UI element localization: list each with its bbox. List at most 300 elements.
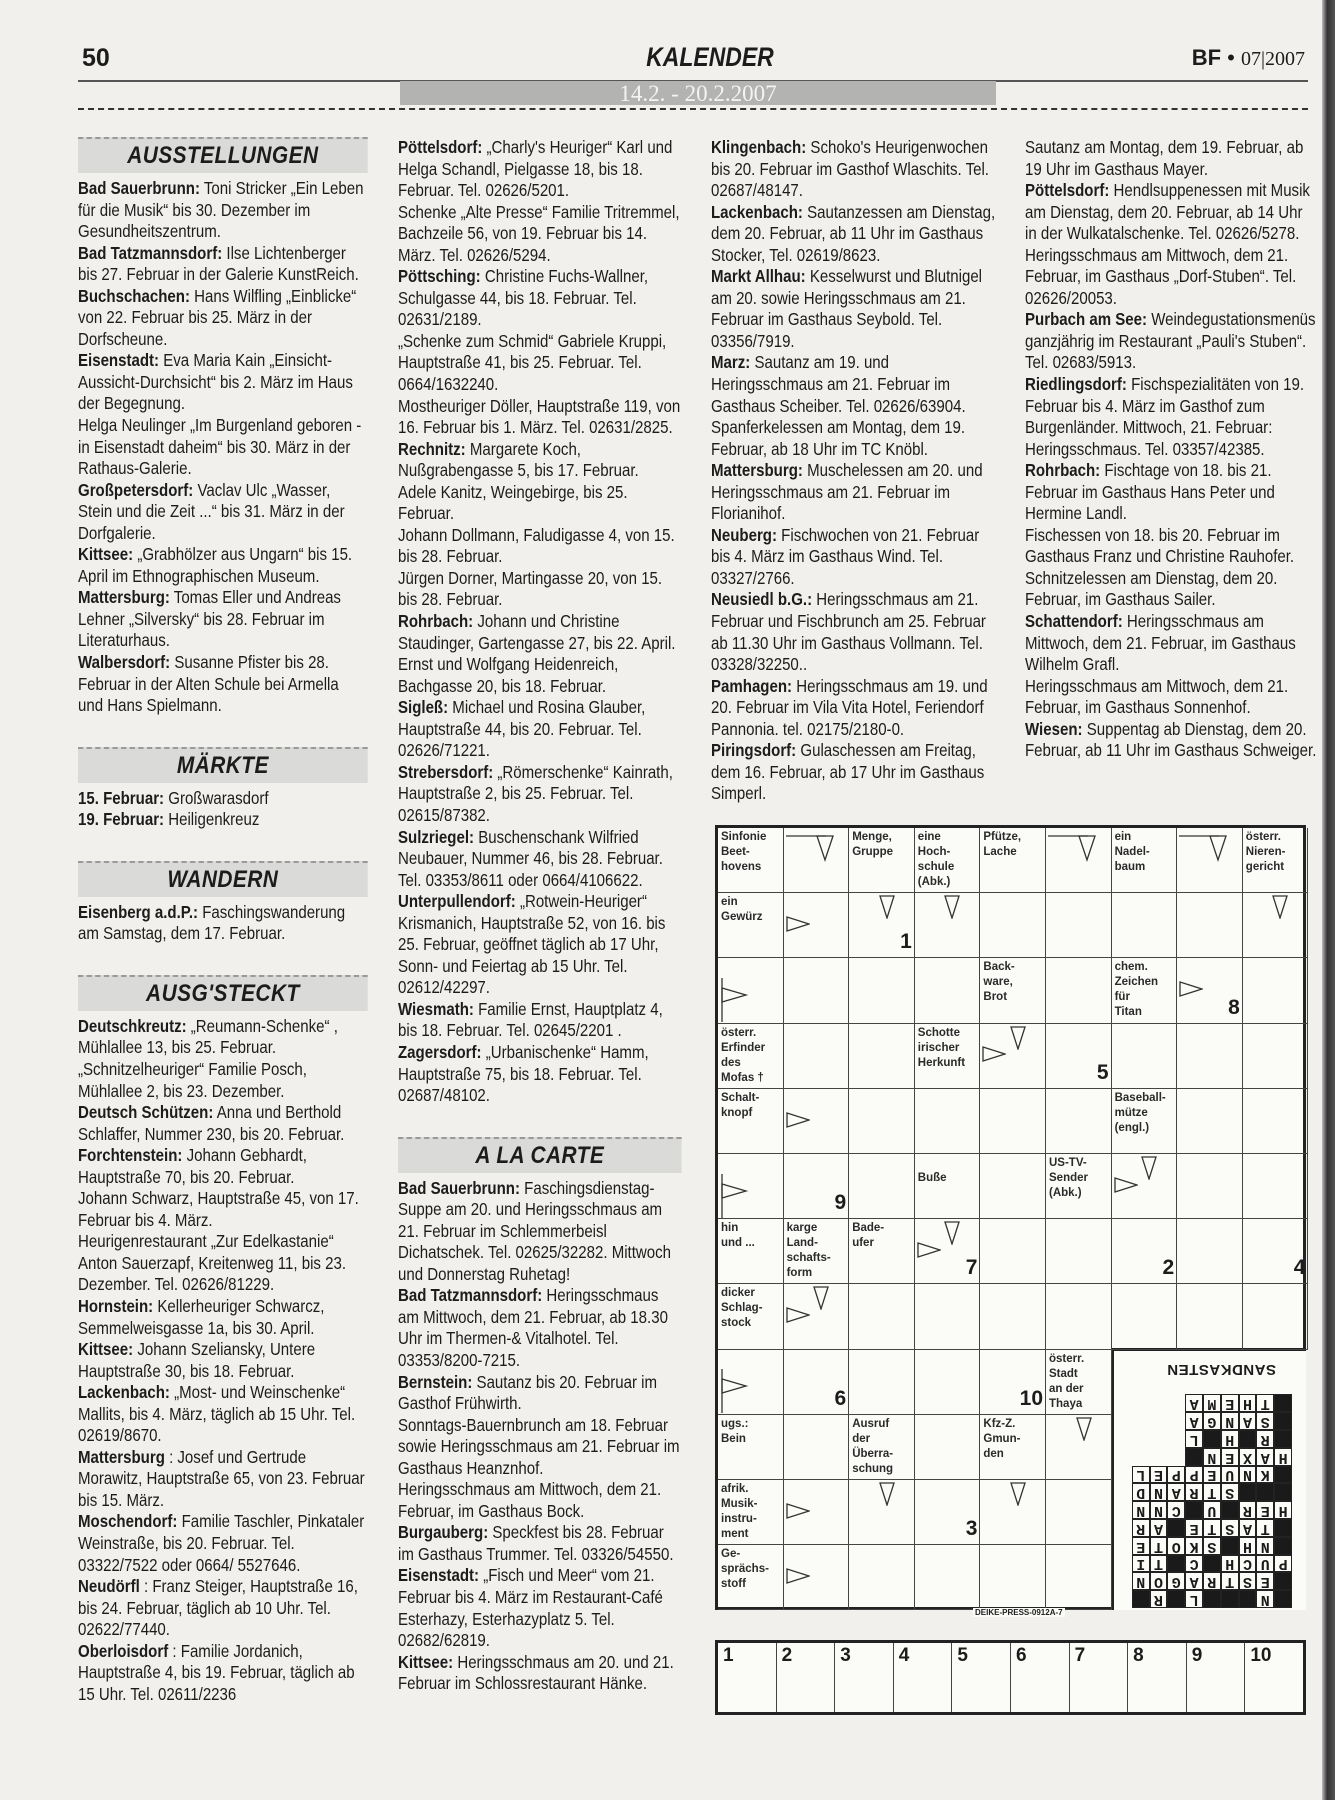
crossword-cell[interactable] bbox=[849, 1089, 915, 1154]
sandkasten-row: #THEMA bbox=[1127, 1395, 1288, 1413]
down-arrow-icon bbox=[1010, 1482, 1026, 1511]
listing-text: Johann Dollmann, Faludigasse 4, von 15. bis 28. Februar. bbox=[398, 524, 675, 567]
listing-text: Heiligenkreuz bbox=[168, 809, 260, 830]
listing-text: Johann und Christine Staudinger, Gartengasse 27, bis 22. April. bbox=[398, 611, 676, 653]
crossword-cell[interactable] bbox=[1112, 893, 1178, 958]
listing-entry bbox=[711, 137, 1001, 202]
crossword-cell[interactable] bbox=[1243, 1284, 1309, 1349]
listing-entry bbox=[78, 1296, 368, 1339]
listing-text: Jürgen Dorner, Martingasse 20, von 15. bis 28. Februar. bbox=[398, 567, 663, 610]
listing-text: „Schnitzelheuriger“ Familie Posch, Mühlallee 2, bis 23. Dezember. bbox=[78, 1058, 307, 1101]
listing-place: Pöttsching: bbox=[398, 266, 481, 287]
listing-text: Familie Taschler, Pinkataler Weinstraße, bis 20. Februar. Tel. 03322/7522 oder 0664/ 5527646. bbox=[78, 1511, 365, 1575]
listing-entry bbox=[711, 202, 1001, 267]
listing-text: „Urbanischenke“ Hamm, Hauptstraße 75, bis 18. Februar. Tel. 02687/48102. bbox=[398, 1041, 649, 1106]
solution-number: 10 bbox=[1019, 1386, 1043, 1410]
listing-entry bbox=[78, 1231, 368, 1296]
listing-text: Ernst und Wolfgang Heidenreich, Bachgasse 20, bis 18. Februar. bbox=[398, 654, 619, 696]
listing-place: Pöttelsdorf: bbox=[1025, 180, 1110, 201]
listing-entry bbox=[78, 809, 368, 831]
column-1 bbox=[78, 137, 368, 1705]
crossword-cell[interactable] bbox=[1046, 1480, 1112, 1545]
down-arrow-icon bbox=[944, 895, 960, 924]
crossword-clue: ein Gewürz bbox=[718, 893, 784, 958]
listing-text: Sautanzessen am Dienstag, dem 20. Februar, ab 11 Uhr im Gasthaus Stocker, Tel. 02619/8623. bbox=[711, 201, 996, 265]
crossword-clue: Pfütze, Lache bbox=[980, 828, 1046, 893]
listing-entry bbox=[398, 266, 682, 331]
listing-entry bbox=[78, 1102, 368, 1145]
right-arrow-icon bbox=[917, 1242, 941, 1263]
crossword-cell[interactable] bbox=[784, 1024, 850, 1089]
crossword-clue: österr. Stadt an der Thaya bbox=[1046, 1350, 1112, 1415]
listing-text: Speckfest bis 28. Februar im Gasthaus Trummer. Tel. 03326/54550. bbox=[398, 1522, 674, 1564]
crossword-cell[interactable] bbox=[915, 1415, 981, 1480]
listing-entry bbox=[398, 482, 682, 525]
solution-cell[interactable]: 10 bbox=[1250, 1645, 1272, 1666]
listing-entry bbox=[398, 396, 682, 439]
section-heading: MÄRKTE bbox=[78, 747, 368, 783]
listing-text: Fischwochen von 21. Februar bis 4. März im Gasthaus Wind. Tel. 03327/2766. bbox=[711, 524, 980, 588]
crossword-cell[interactable] bbox=[1046, 1219, 1112, 1284]
section-spacer bbox=[78, 945, 368, 975]
listing-place: Purbach am See: bbox=[1025, 309, 1148, 330]
crossword-cell[interactable] bbox=[980, 1154, 1046, 1219]
down-arrow-icon bbox=[879, 1482, 895, 1511]
crossword-cell[interactable] bbox=[1046, 1089, 1112, 1154]
listing-entry bbox=[398, 697, 682, 762]
crossword-clue: dicker Schlag- stock bbox=[718, 1284, 784, 1349]
solution-number: 9 bbox=[834, 1191, 847, 1215]
crossword-cell[interactable] bbox=[1046, 958, 1112, 1023]
crossword-cell[interactable] bbox=[849, 1284, 915, 1349]
listing-place: Bad Sauerbrunn: bbox=[78, 178, 200, 198]
listing-text: Margarete Koch, Nußgrabengasse 5, bis 17. Februar. bbox=[398, 438, 639, 481]
listing-text: Helga Neulinger „Im Burgenland geboren - in Eisenstadt daheim“ bis 30. März in der Rathaus-Galerie. bbox=[78, 415, 362, 479]
listing-entry bbox=[78, 544, 368, 587]
crossword-clue: Buße bbox=[915, 1154, 981, 1219]
listing-place: Bad Tatzmannsdorf: bbox=[398, 1285, 543, 1306]
crossword-cell[interactable] bbox=[1243, 1024, 1309, 1089]
listing-place: Mattersburg bbox=[78, 1446, 165, 1467]
listing-place: Markt Allhau: bbox=[711, 266, 806, 287]
flag-arrow-icon bbox=[720, 1174, 750, 1223]
crossword-cell[interactable] bbox=[1243, 958, 1309, 1023]
sandkasten-row: HER#U#CNN bbox=[1127, 1502, 1288, 1519]
sandkasten-row: #R#H#L bbox=[1127, 1430, 1288, 1448]
listing-entry bbox=[711, 676, 1001, 741]
crossword-cell[interactable] bbox=[915, 1545, 981, 1610]
crossword-cell[interactable] bbox=[849, 958, 915, 1023]
sandkasten-title: SANDKASTEN bbox=[1166, 1361, 1276, 1378]
listing-place: Buchschachen: bbox=[78, 285, 190, 306]
solution-cell[interactable]: 6 bbox=[1011, 1643, 1070, 1712]
listing-entry bbox=[78, 1059, 368, 1102]
listing-entry bbox=[398, 1522, 682, 1565]
crossword-cell[interactable] bbox=[1046, 1284, 1112, 1349]
crossword-clue: afrik. Musik- instru- ment bbox=[718, 1480, 784, 1545]
listing-place: Pamhagen: bbox=[711, 675, 793, 696]
crossword-cell[interactable] bbox=[1177, 1024, 1243, 1089]
crossword-cell[interactable] bbox=[849, 1154, 915, 1219]
section-heading: AUSG'STECKT bbox=[78, 975, 368, 1011]
right-arrow-icon bbox=[786, 1307, 810, 1328]
solution-cell[interactable]: 8 bbox=[1128, 1643, 1187, 1712]
listing-entry bbox=[398, 1565, 682, 1651]
listing-text: Heringsschmaus am 20. und 21. Februar im Schlossrestaurant Hänke. bbox=[398, 1651, 674, 1694]
listing-place: Mattersburg: bbox=[711, 460, 803, 481]
listing-text: Familie Ernst, Hauptplatz 4, bis 18. Februar. Tel. 02645/2201 . bbox=[398, 998, 663, 1041]
listing-entry bbox=[78, 1576, 368, 1641]
crossword-clue: Sinfonie Beet- hovens bbox=[718, 828, 784, 893]
solution-number: 8 bbox=[1228, 995, 1240, 1019]
listing-place: Großpetersdorf: bbox=[78, 479, 194, 500]
sandkasten-row: ###STRAND bbox=[1127, 1484, 1288, 1502]
listing-text: Johann Gebhardt, Hauptstraße 70, bis 20. Februar. bbox=[78, 1145, 307, 1187]
solution-number: 3 bbox=[965, 1517, 978, 1541]
listing-place: Mattersburg: bbox=[78, 587, 170, 608]
down-arrow-icon bbox=[1010, 1026, 1026, 1055]
crossword-clue: hin und ... bbox=[718, 1219, 784, 1284]
listing-entry bbox=[78, 1145, 368, 1188]
listing-entry bbox=[398, 1415, 682, 1480]
listing-text: „Römerschenke“ Kainrath, Hauptstraße 2, bis 25. Februar. Tel. 02615/87382. bbox=[398, 761, 673, 825]
listing-entry bbox=[78, 1188, 368, 1231]
corner-down-arrow-icon bbox=[1048, 834, 1108, 869]
listing-text: Heringsschmaus am 19. und 20. Februar im Vila Vita Hotel, Feriendorf Pannonia. tel. 02175/2180-0. bbox=[711, 675, 988, 739]
listing-text: Kesselwurst und Blutnigel am 20. sowie Heringsschmaus am 21. Februar im Gasthaus Seybold. Tel. 03356/7919. bbox=[711, 266, 983, 351]
crossword-cell[interactable] bbox=[1177, 1154, 1243, 1219]
listing-entry bbox=[398, 439, 682, 482]
listing-text: Sautanz am 19. und Heringsschmaus am 21. Februar im Gasthaus Scheiber. Tel. 02626/63904. bbox=[711, 352, 966, 416]
solution-cell[interactable]: 7 bbox=[1070, 1643, 1129, 1712]
crossword-cell[interactable] bbox=[980, 893, 1046, 958]
listing-text: Schnitzelessen am Dienstag, dem 20. Februar, im Gasthaus Sailer. bbox=[1025, 567, 1278, 610]
crossword-clue: US-TV- Sender (Abk.) bbox=[1046, 1154, 1112, 1219]
down-arrow-icon bbox=[813, 1286, 829, 1315]
listing-entry bbox=[711, 589, 1001, 675]
listing-place: Forchtenstein: bbox=[78, 1145, 183, 1166]
crossword-clue: Schalt- knopf bbox=[718, 1089, 784, 1154]
listing-place: Neusiedl b.G.: bbox=[711, 589, 813, 610]
listing-entry bbox=[398, 1652, 682, 1695]
listing-text: „Rotwein-Heuriger“ Krismanich, Hauptstraße 52, von 16. bis 25. Februar, geöffnet täglich ab 17 Uhr, Sonn- und Feiertag ab 15 Uhr. Tel. 02612/42297. bbox=[398, 891, 666, 998]
issue-divider: | bbox=[1260, 48, 1265, 70]
flag-arrow-icon bbox=[720, 978, 750, 1027]
crossword-cell[interactable] bbox=[915, 1284, 981, 1349]
listing-place: Walbersdorf: bbox=[78, 652, 171, 673]
listing-entry bbox=[1025, 719, 1316, 762]
column-2 bbox=[398, 137, 682, 1695]
sandkasten-row: HAXEN# bbox=[1127, 1448, 1288, 1466]
listing-text: „Reumann-Schenke“ , Mühlallee 13, bis 25. Februar. bbox=[78, 1015, 338, 1058]
down-arrow-icon bbox=[879, 895, 895, 924]
right-arrow-icon bbox=[786, 1568, 810, 1589]
listing-entry bbox=[398, 331, 682, 396]
listing-entry bbox=[398, 999, 682, 1042]
listing-text: Fischtage von 18. bis 21. Februar im Gasthaus Hans Peter und Hermine Landl. bbox=[1025, 460, 1275, 524]
listing-text: Faschingsdienstag-Suppe am 20. und Heringsschmaus am 21. Februar im Schlemmerbeisl Dichatschek. Tel. 02625/32282. Mittwoch und Donnerstag Ruhetag! bbox=[398, 1177, 672, 1284]
solution-cell[interactable]: 1 bbox=[718, 1643, 777, 1712]
listing-place: Pöttelsdorf: bbox=[398, 137, 483, 157]
issue-year: 2007 bbox=[1265, 48, 1305, 70]
listing-place: Kittsee: bbox=[398, 1651, 454, 1672]
listing-entry bbox=[1025, 676, 1316, 719]
section-spacer bbox=[398, 1107, 682, 1137]
listing-entry bbox=[78, 788, 368, 810]
solution-number: 7 bbox=[965, 1256, 978, 1280]
listing-place: Riedlingsdorf: bbox=[1025, 374, 1127, 395]
crossword-cell[interactable] bbox=[980, 1284, 1046, 1349]
crossword-cell[interactable] bbox=[1112, 1284, 1178, 1349]
section-spacer bbox=[78, 831, 368, 861]
listing-entry bbox=[78, 1339, 368, 1382]
listing-place: Unterpullendorf: bbox=[398, 891, 516, 912]
down-arrow-icon bbox=[1076, 1417, 1092, 1446]
listing-entry bbox=[711, 525, 1001, 590]
listing-text: Christine Fuchs-Wallner, Schulgasse 44, bis 18. Februar. Tel. 02631/2189. bbox=[398, 266, 649, 330]
listing-place: 15. Februar: bbox=[78, 787, 165, 808]
crossword-clue: Menge, Gruppe bbox=[849, 828, 915, 893]
sandkasten-row: #NH#SKOTE bbox=[1127, 1537, 1288, 1555]
crossword-clue: Baseball- mütze (engl.) bbox=[1112, 1089, 1178, 1154]
column-4 bbox=[1025, 137, 1316, 762]
listing-entry bbox=[711, 740, 1001, 805]
listing-place: Wiesen: bbox=[1025, 718, 1083, 739]
listing-text: Faschingswanderung am Samstag, dem 17. Februar. bbox=[78, 901, 346, 944]
listing-entry bbox=[1025, 309, 1316, 374]
listing-entry bbox=[398, 137, 682, 202]
right-arrow-icon bbox=[1179, 981, 1203, 1002]
listing-text: „Charly's Heuriger“ Karl und Helga Schandl, Pielgasse 18, bis 18. Februar. Tel. 02626/5201. bbox=[398, 137, 673, 201]
crossword-cell[interactable] bbox=[1112, 1024, 1178, 1089]
listing-text: Heringsschmaus am Mittwoch, dem 21. Februar, ab 18.30 Uhr im Thermen-& Vitalhotel. Tel. 03353/8200-7215. bbox=[398, 1285, 668, 1370]
down-arrow-icon bbox=[1141, 1156, 1157, 1185]
bullet: • bbox=[1227, 45, 1235, 70]
listing-entry bbox=[398, 1178, 682, 1286]
listing-entry bbox=[78, 178, 368, 243]
listing-text: „Most- und Weinschenke“ Mallits, bis 4. März, täglich ab 15 Uhr. Tel. 02619/8670. bbox=[78, 1382, 356, 1446]
crossword-cell[interactable] bbox=[980, 1219, 1046, 1284]
crossword-cell[interactable] bbox=[1177, 1284, 1243, 1349]
listing-entry bbox=[398, 891, 682, 999]
listing-place: Eisenstadt: bbox=[398, 1565, 480, 1586]
listing-text: Michael und Rosina Glauber, Hauptstraße 44, bis 20. Februar. Tel. 02626/71221. bbox=[398, 697, 646, 761]
listing-entry bbox=[78, 1447, 368, 1512]
listing-place: Klingenbach: bbox=[711, 137, 807, 157]
sandkasten-row: #ESTRAGON bbox=[1127, 1573, 1288, 1591]
down-arrow-icon bbox=[944, 1221, 960, 1250]
crossword-cell[interactable] bbox=[1243, 1154, 1309, 1219]
solution-cell[interactable]: 3 bbox=[835, 1643, 894, 1712]
crossword-cell[interactable] bbox=[784, 1415, 850, 1480]
listing-place: Marz: bbox=[711, 352, 751, 373]
crossword-credit: DEIKE-PRESS-0912A-7 bbox=[975, 1608, 1063, 1617]
solution-number: 5 bbox=[1096, 1060, 1109, 1084]
listing-entry bbox=[398, 762, 682, 827]
section-title: KALENDER bbox=[646, 42, 774, 72]
listing-text: Heurigenrestaurant „Zur Edelkastanie“ Anton Sauerzapf, Kreitenweg 11, bis 23. Dezember. Tel. 02626/81229. bbox=[78, 1231, 347, 1295]
listing-entry bbox=[1025, 568, 1316, 611]
listing-text: Heringsschmaus am 21. Februar und Fischbrunch am 25. Februar ab 11.30 Uhr im Gasthaus Vollmann. Tel. 03328/32250.. bbox=[711, 589, 986, 675]
crossword-cell[interactable] bbox=[980, 1089, 1046, 1154]
listing-text: Fischspezialitäten von 19. Februar bis 4. März im Gasthof zum Burgenländer. Mittwoch, 21. Februar: Heringsschmaus. Tel. 03357/42385. bbox=[1025, 374, 1305, 459]
listing-place: 19. Februar: bbox=[78, 809, 165, 830]
listing-place: Deutsch Schützen: bbox=[78, 1102, 214, 1123]
solution-cell[interactable]: 9 bbox=[1187, 1643, 1246, 1712]
listing-place: Oberloisdorf bbox=[78, 1640, 169, 1661]
listing-text: Schoko's Heurigenwochen bis 20. Februar im Gasthof Wlaschits. Tel. 02687/48147. bbox=[711, 137, 989, 201]
listing-entry bbox=[78, 350, 368, 415]
listing-entry bbox=[398, 827, 682, 892]
listing-text: Vaclav Ulc „Wasser, Stein und die Zeit ...“ bis 31. März in der Dorfgalerie. bbox=[78, 479, 345, 543]
section-heading: WANDERN bbox=[78, 861, 368, 897]
listing-entry bbox=[398, 1372, 682, 1415]
listing-entry bbox=[78, 1641, 368, 1706]
listing-place: Zagersdorf: bbox=[398, 1041, 482, 1062]
listing-text: Muschelessen am 20. und Heringsschmaus am 21. Februar im Florianihof. bbox=[711, 460, 983, 524]
listing-text: Gulaschessen am Freitag, dem 16. Februar, ab 17 Uhr im Gasthaus Simperl. bbox=[711, 740, 985, 804]
listing-entry bbox=[1025, 525, 1316, 568]
solution-number: 1 bbox=[900, 930, 912, 954]
crossword-cell[interactable] bbox=[915, 1350, 981, 1415]
listing-entry bbox=[398, 568, 682, 611]
listing-place: Deutschkreutz: bbox=[78, 1015, 187, 1036]
issue-number: 07 bbox=[1240, 48, 1261, 70]
listing-place: Hornstein: bbox=[78, 1295, 154, 1316]
listing-place: Wiesmath: bbox=[398, 998, 474, 1019]
listing-text: Fischessen von 18. bis 20. Februar im Gasthaus Franz und Christine Rauhofer. bbox=[1025, 524, 1295, 567]
sandkasten-row: #SANGA bbox=[1127, 1413, 1288, 1430]
sandkasten-solution-box bbox=[1111, 1348, 1306, 1610]
corner-down-arrow-icon bbox=[786, 834, 846, 869]
flag-arrow-icon bbox=[720, 1369, 750, 1418]
listing-entry bbox=[78, 1511, 368, 1576]
listing-text: Heringsschmaus am Mittwoch, dem 21. Februar, im Gasthaus Bock. bbox=[398, 1479, 662, 1521]
solution-cell[interactable]: 5 bbox=[952, 1643, 1011, 1712]
corner-down-arrow-icon bbox=[1179, 834, 1239, 869]
listing-text: Sonntags-Bauernbrunch am 18. Februar sowie Heringsschmaus am 21. Februar im Gasthaus Heanznhof. bbox=[398, 1414, 680, 1478]
listing-place: Kittsee: bbox=[78, 544, 134, 565]
listing-text: Heringsschmaus am Mittwoch, dem 21. Februar, im Gasthaus Wilhelm Grafl. bbox=[1025, 611, 1296, 675]
crossword-cell[interactable] bbox=[1177, 1219, 1243, 1284]
listing-entry bbox=[78, 480, 368, 545]
listing-place: Piringsdorf: bbox=[711, 740, 797, 761]
listing-text: Hans Wilfling „Einblicke“ von 22. Februar bis 25. März in der Dorfscheune. bbox=[78, 285, 357, 349]
listing-place: Sigleß: bbox=[398, 697, 449, 718]
page-binding-edge bbox=[1322, 0, 1335, 1800]
crossword-clue: ein Nadel- baum bbox=[1112, 828, 1178, 893]
solution-cell[interactable]: 2 bbox=[777, 1643, 836, 1712]
crossword-cell[interactable] bbox=[1177, 893, 1243, 958]
listing-text: Toni Stricker „Ein Leben für die Musik“ bis 30. Dezember im Gesundheitszentrum. bbox=[78, 178, 364, 242]
listing-place: Rechnitz: bbox=[398, 438, 466, 459]
listing-place: Schattendorf: bbox=[1025, 611, 1123, 632]
listing-entry bbox=[398, 1285, 682, 1371]
crossword-cell[interactable] bbox=[1046, 1545, 1112, 1610]
listing-entry bbox=[1025, 245, 1316, 310]
listing-entry bbox=[711, 352, 1001, 417]
listing-entry bbox=[1025, 374, 1316, 460]
crossword-cell[interactable] bbox=[849, 1545, 915, 1610]
header-dashed-rule bbox=[78, 108, 1308, 110]
listing-entry bbox=[1025, 611, 1316, 676]
listing-text: : Familie Jordanich, Hauptstraße 4, bis 19. Februar, täglich ab 15 Uhr. Tel. 02611/2236 bbox=[78, 1640, 355, 1704]
crossword-cell[interactable] bbox=[849, 1024, 915, 1089]
listing-place: Neuberg: bbox=[711, 524, 777, 545]
listing-text: Susanne Pfister bis 28. Februar in der Alten Schule bei Armella und Hans Spielmann. bbox=[78, 652, 339, 716]
listing-place: Rohrbach: bbox=[1025, 460, 1101, 481]
listing-entry bbox=[78, 243, 368, 286]
listing-entry bbox=[78, 587, 368, 652]
down-arrow-icon bbox=[1272, 895, 1288, 924]
listing-text: Hendlsuppenessen mit Musik am Dienstag, dem 20. Februar, ab 14 Uhr in der Wulkatalschenke. Tel. 02626/5278. bbox=[1025, 180, 1310, 244]
listing-text: Weindegustationsmenüs ganzjährig im Restaurant „Pauli's Stuben“. Tel. 02683/5913. bbox=[1025, 309, 1316, 373]
sandkasten-row: PUCH#C#TI bbox=[1127, 1555, 1288, 1573]
solution-number: 2 bbox=[1162, 1256, 1175, 1280]
crossword-clue: chem. Zeichen für Titan bbox=[1112, 958, 1178, 1023]
listing-entry bbox=[398, 654, 682, 697]
listing-text: Buschenschank Wilfried Neubauer, Nummer 46, bis 28. Februar. Tel. 03353/8611 oder 0664/4106622. bbox=[398, 826, 663, 890]
listing-text: Sautanz am Montag, dem 19. Februar, ab 19 Uhr im Gasthaus Mayer. bbox=[1025, 137, 1304, 179]
listing-entry bbox=[711, 460, 1001, 525]
listing-place: Bernstein: bbox=[398, 1371, 473, 1392]
listing-entry bbox=[1025, 180, 1316, 245]
listing-place: Moschendorf: bbox=[78, 1511, 178, 1532]
crossword-clue: eine Hoch- schule (Abk.) bbox=[915, 828, 981, 893]
listing-entry bbox=[78, 415, 368, 480]
listing-text: Schenke „Alte Presse“ Familie Tritremmel, Bachzeile 56, von 19. Februar bis 14. März. Tel. 02626/5294. bbox=[398, 201, 680, 265]
crossword-cell[interactable] bbox=[1046, 893, 1112, 958]
crossword-cell[interactable] bbox=[849, 1350, 915, 1415]
sandkasten-row: #N###L#R# bbox=[1127, 1591, 1288, 1608]
crossword-cell[interactable] bbox=[1243, 1089, 1309, 1154]
solution-cell[interactable]: 4 bbox=[894, 1643, 953, 1712]
listing-text: : Josef und Gertrude Morawitz, Hauptstraße 65, von 23. Februar bis 15. März. bbox=[78, 1446, 365, 1510]
crossword-clue: Kfz-Z. Gmun- den bbox=[980, 1415, 1046, 1480]
crossword-cell[interactable] bbox=[980, 1545, 1046, 1610]
listing-text: Tomas Eller und Andreas Lehner „Silversky“ bis 28. Februar im Literaturhaus. bbox=[78, 587, 341, 651]
listing-place: Burgauberg: bbox=[398, 1522, 489, 1543]
listing-place: Bad Sauerbrunn: bbox=[398, 1177, 520, 1198]
listing-text: Johann Szeliansky, Untere Hauptstraße 30, bis 18. Februar. bbox=[78, 1339, 316, 1381]
listing-entry bbox=[1025, 460, 1316, 525]
crossword-cell[interactable] bbox=[915, 958, 981, 1023]
listing-place: Strebersdorf: bbox=[398, 761, 494, 782]
listing-text: Spanferkelessen am Montag, dem 19. Februar, ab 18 Uhr im TC Knöbl. bbox=[711, 417, 966, 459]
crossword-clue: österr. Erfinder des Mofas † bbox=[718, 1024, 784, 1089]
listing-place: Bad Tatzmannsdorf: bbox=[78, 242, 223, 263]
crossword-cell[interactable] bbox=[784, 958, 850, 1023]
listing-place: Sulzriegel: bbox=[398, 826, 475, 847]
right-arrow-icon bbox=[786, 1503, 810, 1524]
listing-text: Adele Kanitz, Weingebirge, bis 25. Februar. bbox=[398, 481, 628, 524]
solution-number: 6 bbox=[834, 1386, 847, 1410]
listing-text: Sautanz bis 20. Februar im Gasthof Frühwirth. bbox=[398, 1371, 658, 1414]
listing-text: Eva Maria Kain „Einsicht-Aussicht-Durchsicht“ bis 2. März im Haus der Begegnung. bbox=[78, 350, 353, 414]
crossword-cell[interactable] bbox=[1177, 1089, 1243, 1154]
crossword-clue: Ge- sprächs- stoff bbox=[718, 1545, 784, 1610]
listing-text: „Grabhölzer aus Ungarn“ bis 15. April im Ethnographischen Museum. bbox=[78, 544, 353, 586]
listing-entry bbox=[398, 525, 682, 568]
listing-place: Neudörfl bbox=[78, 1576, 140, 1597]
listing-entry bbox=[711, 266, 1001, 352]
crossword-clue: Ausruf der Überra- schung bbox=[849, 1415, 915, 1480]
crossword-clue: österr. Nieren- gericht bbox=[1243, 828, 1309, 893]
listing-place: Lackenbach: bbox=[78, 1382, 170, 1403]
listing-text: Johann Schwarz, Hauptstraße 45, von 17. Februar bis 4. März. bbox=[78, 1188, 359, 1230]
listing-place: Eisenberg a.d.P.: bbox=[78, 901, 199, 922]
crossword-cell[interactable] bbox=[915, 1089, 981, 1154]
